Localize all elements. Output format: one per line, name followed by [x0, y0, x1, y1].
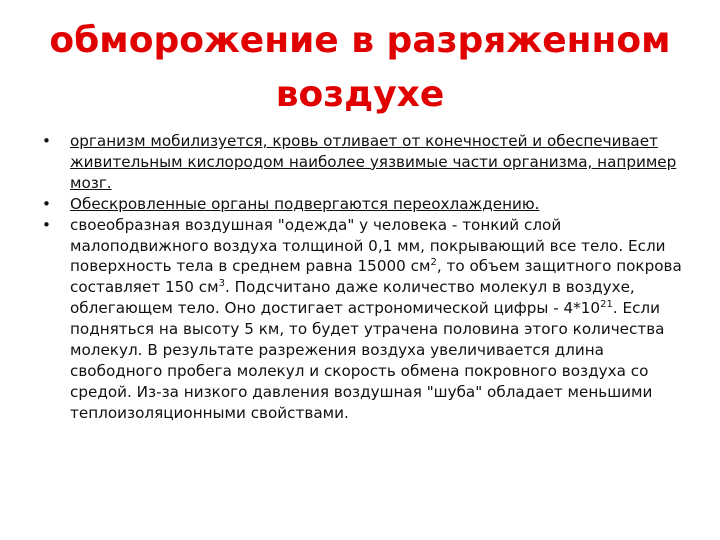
- bullet-list: [40, 131, 695, 424]
- bullet-text-3-part-1: своеобразная воздушная "одежда" у человека - тонкий слой малоподвижного воздуха толщиной 0,1 мм, покрывающий все тело. Если поверхность тела в среднем равна 15000 см: [70, 215, 666, 276]
- bullet-text-3: [70, 216, 682, 422]
- bullet-text-2: Обескровленные органы подвергаются переохлаждению.: [70, 194, 540, 213]
- bullet-item-2: [40, 194, 695, 215]
- bullet-item-3: [40, 215, 695, 424]
- bullet-marker: •: [42, 194, 51, 213]
- superscript-2: 2: [430, 257, 437, 269]
- slide-title: [30, 14, 690, 122]
- bullet-marker: •: [42, 215, 51, 234]
- bullet-text-3-part-3: . Подсчитано даже количество молекул в воздухе, облегающем тело. Оно достигает астрономической цифры - 4*10: [70, 278, 635, 318]
- bullet-text-3-part-2: , то объем защитного покрова составляет 150 см: [70, 257, 682, 297]
- bullet-text-3-part-4: . Если подняться на высоту 5 км, то будет утрачена половина этого количества молекул. В результате разрежения воздуха увеличивается длина свободного пробега молекул и скорость обмена покровного воздуха со средой. Из-за низкого давления воздушная "шуба" обладает меньшими теплоизоляционными свойствами.: [70, 299, 665, 422]
- bullet-marker: •: [42, 132, 51, 150]
- bullet-text-1: организм мобилизуется, кровь отливает от конечностей и обеспечивает живительным кислородом наиболее уязвимые части организма, например мозг.: [70, 132, 677, 192]
- bullet-item-1: [40, 131, 695, 194]
- superscript-3: 3: [218, 278, 225, 290]
- slide-title-line-1: обморожение в разряженном: [49, 20, 671, 61]
- slide-title-line-2: воздухе: [275, 74, 445, 115]
- superscript-21: 21: [600, 299, 613, 311]
